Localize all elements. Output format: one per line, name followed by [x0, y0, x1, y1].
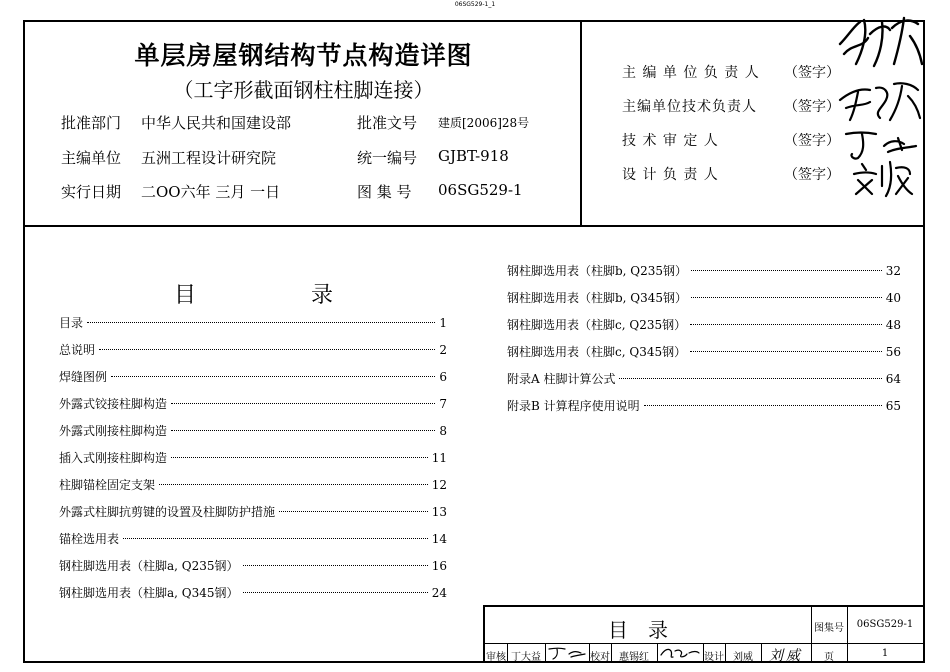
toc-heading-right: 录 — [311, 283, 334, 308]
atlas-number-label: 图 集 号 — [357, 183, 412, 201]
toc-item — [59, 553, 447, 580]
toc-item-page: 1 — [439, 316, 447, 330]
editor-unit-label: 主编单位 — [61, 149, 122, 167]
toc-item-title: 钢柱脚选用表（柱脚a, Q235钢） — [59, 559, 239, 573]
leader-dots — [99, 349, 435, 350]
unified-number-value: GJBT-918 — [438, 147, 509, 165]
atlas-title: 单层房屋钢结构节点构造详图 — [134, 41, 473, 70]
page-label: 页 — [824, 652, 834, 663]
signature-label: （签字） — [784, 133, 840, 149]
toc-item-title: 外露式铰接柱脚构造 — [59, 397, 168, 411]
toc-item-title: 外露式刚接柱脚构造 — [59, 424, 168, 438]
toc-item-page: 13 — [431, 505, 447, 519]
leader-dots — [159, 484, 428, 485]
atlas-no-value: 06SG529-1 — [856, 619, 914, 630]
toc-item — [59, 364, 447, 391]
leader-dots — [171, 457, 428, 458]
title-block-divider — [485, 643, 923, 644]
effective-date-label: 实行日期 — [61, 183, 122, 201]
leader-dots — [619, 378, 881, 379]
toc-item — [59, 445, 447, 472]
toc-item-title: 钢柱脚选用表（柱脚c, Q235钢） — [507, 318, 687, 332]
leader-dots — [279, 511, 428, 512]
toc-item — [59, 580, 447, 607]
toc-item-page: 12 — [431, 478, 447, 492]
leader-dots — [690, 324, 882, 325]
atlas-number-value: 06SG529-1 — [438, 181, 523, 199]
signatory-role: 主编单位技术负责人 — [622, 99, 757, 115]
editor-unit-value: 五洲工程设计研究院 — [141, 149, 277, 167]
handwritten-signature — [852, 160, 914, 198]
handwritten-signature — [836, 78, 924, 124]
toc-item — [59, 472, 447, 499]
approval-dept-label: 批准部门 — [61, 114, 122, 132]
review-label: 审核 — [486, 652, 506, 663]
atlas-no-label: 图集号 — [814, 623, 844, 634]
toc-item-title: 锚栓选用表 — [59, 532, 120, 546]
toc-item-title: 钢柱脚选用表（柱脚b, Q235钢） — [507, 264, 688, 278]
header-info — [25, 22, 582, 225]
drawing-name: 目录 — [608, 618, 688, 642]
toc-item — [59, 337, 447, 364]
design-label: 设计 — [704, 652, 724, 663]
toc-item-page: 14 — [431, 532, 447, 546]
toc-item-page: 6 — [439, 370, 447, 384]
handwritten-signature — [842, 126, 922, 162]
toc-item-title: 钢柱脚选用表（柱脚c, Q345钢） — [507, 345, 687, 359]
toc-item-page: 8 — [439, 424, 447, 438]
leader-dots — [171, 403, 435, 404]
leader-dots — [690, 351, 882, 352]
reviewer-signature — [547, 645, 587, 661]
toc-item-page: 32 — [885, 264, 901, 278]
effective-date-value: 二OO六年 三月 一日 — [141, 183, 281, 201]
toc-item — [507, 312, 901, 339]
leader-dots — [171, 430, 435, 431]
title-block-divider — [657, 643, 658, 663]
leader-dots — [691, 270, 882, 271]
toc-item-page: 7 — [439, 397, 447, 411]
file-label: 06SG529-1_1 — [454, 1, 496, 8]
approval-dept-value: 中华人民共和国建设部 — [141, 114, 292, 132]
toc-item — [507, 285, 901, 312]
signature-label: （签字） — [784, 99, 840, 115]
toc-item — [507, 339, 901, 366]
header — [25, 22, 923, 227]
title-block — [483, 605, 923, 663]
approval-doc-value: 建质[2006]28号 — [438, 116, 530, 130]
toc-item-page: 56 — [885, 345, 901, 359]
toc-item-title: 钢柱脚选用表（柱脚b, Q345钢） — [507, 291, 688, 305]
toc-item-title: 总说明 — [59, 343, 96, 357]
check-label: 校对 — [590, 652, 610, 663]
signature-label: （签字） — [784, 167, 840, 183]
toc-item — [59, 499, 447, 526]
leader-dots — [644, 405, 882, 406]
toc-list-left — [59, 310, 447, 607]
review-name: 丁大益 — [511, 652, 541, 663]
approval-doc-label: 批准文号 — [357, 114, 418, 132]
toc-item-page: 48 — [885, 318, 901, 332]
designer-signature: 刘威 — [769, 648, 803, 664]
toc-item-page: 11 — [431, 451, 447, 465]
toc-item — [59, 526, 447, 553]
check-name: 惠锡红 — [619, 652, 649, 663]
leader-dots — [87, 322, 435, 323]
checker-signature — [659, 645, 701, 661]
toc-heading-left: 目 — [174, 283, 197, 308]
toc-item-title: 附录A 柱脚计算公式 — [507, 372, 616, 386]
signature-panel — [584, 22, 923, 225]
toc-item-title: 柱脚锚栓固定支架 — [59, 478, 156, 492]
handwritten-signature — [834, 14, 926, 70]
toc-item — [59, 391, 447, 418]
toc-item-title: 插入式刚接柱脚构造 — [59, 451, 168, 465]
atlas-subtitle: （工字形截面钢柱柱脚连接） — [173, 78, 434, 102]
toc-item-title: 目录 — [59, 316, 84, 330]
toc-item — [59, 310, 447, 337]
signatory-role: 主 编 单 位 负 责 人 — [622, 65, 760, 81]
signature-label: （签字） — [784, 65, 840, 81]
toc-item — [59, 418, 447, 445]
toc-item-title: 附录B 计算程序使用说明 — [507, 399, 640, 413]
unified-number-label: 统一编号 — [357, 149, 418, 167]
toc-item-page: 40 — [885, 291, 901, 305]
toc-item-page: 16 — [431, 559, 447, 573]
signatory-role: 设 计 负 责 人 — [622, 167, 719, 183]
toc-item-page: 65 — [885, 399, 901, 413]
design-name: 刘威 — [733, 652, 753, 663]
toc-item — [507, 366, 901, 393]
leader-dots — [691, 297, 882, 298]
toc-item-page: 64 — [885, 372, 901, 386]
leader-dots — [123, 538, 428, 539]
leader-dots — [243, 565, 428, 566]
toc-item — [507, 258, 901, 285]
leader-dots — [111, 376, 435, 377]
leader-dots — [243, 592, 428, 593]
page-number: 1 — [881, 648, 889, 659]
toc-item-page: 24 — [431, 586, 447, 600]
toc-item-title: 钢柱脚选用表（柱脚a, Q345钢） — [59, 586, 239, 600]
toc-item-title: 外露式柱脚抗剪键的设置及柱脚防护措施 — [59, 505, 276, 519]
title-block-divider — [545, 643, 546, 663]
toc-item — [507, 393, 901, 420]
toc-item-page: 2 — [439, 343, 447, 357]
signatory-role: 技 术 审 定 人 — [622, 133, 719, 149]
toc-list-right — [507, 258, 901, 420]
toc-item-title: 焊缝图例 — [59, 370, 108, 384]
drawing-frame — [23, 20, 925, 663]
